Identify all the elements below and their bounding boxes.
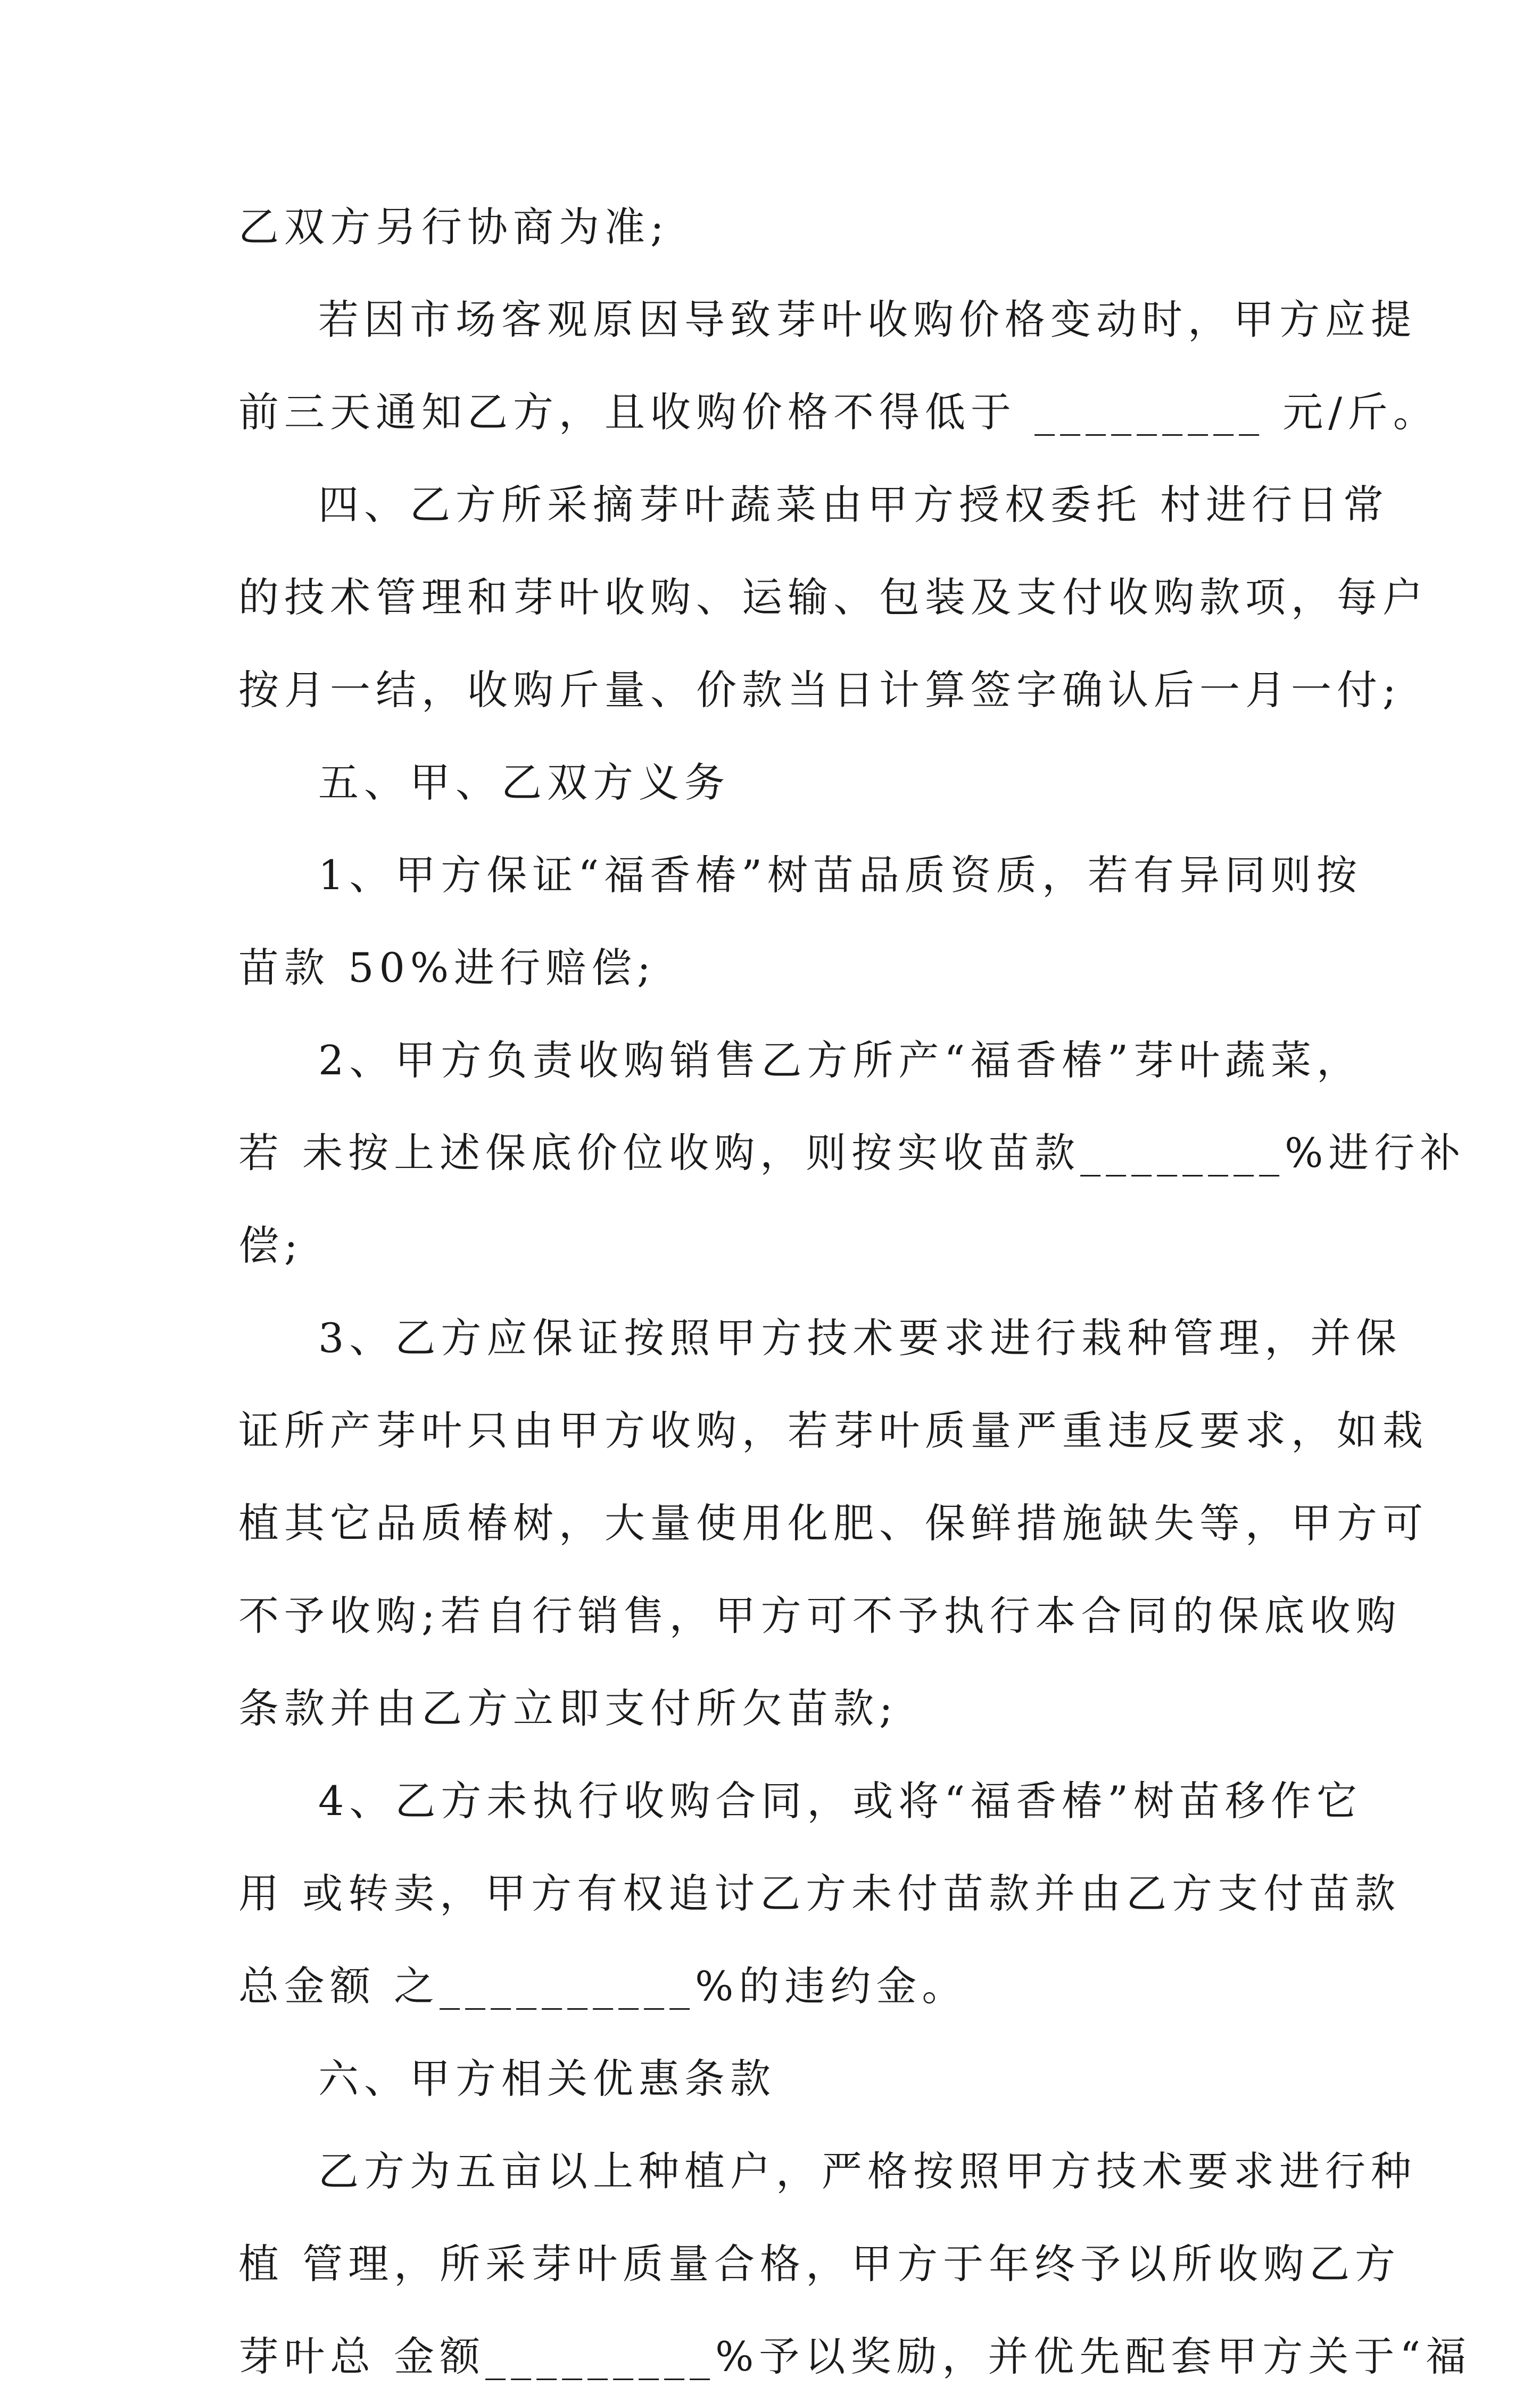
text-line: 不予收购;若自行销售，甲方可不予执行本合同的保底收购 [238,1592,1402,1639]
text-line: 四、乙方所采摘芽叶蔬菜由甲方授权委托 村进行日常 [318,481,1389,528]
text-line: 前三天通知乙方，且收购价格不得低于 _________ 元/斤。 [238,388,1439,436]
text-line: 芽叶总 金额_________%予以奖励，并优先配套甲方关于“福 [238,2333,1472,2380]
text-line: 偿; [238,1222,303,1269]
document-page [238,181,1472,2403]
text-line: 按月一结，收购斤量、价款当日计算签字确认后一月一付; [238,666,1402,714]
section-heading: 六、甲方相关优惠条款 [318,2055,776,2102]
text-line: 3、乙方应保证按照甲方技术要求进行栽种管理，并保 [318,1314,1402,1362]
text-line: 的技术管理和芽叶收购、运输、包装及支付收购款项，每户 [238,574,1428,621]
section-heading: 五、甲、乙双方义务 [318,759,730,806]
text-line: 若因市场客观原因导致芽叶收购价格变动时，甲方应提 [318,296,1417,343]
text-line: 若 未按上述保底价位收购，则按实收苗款________%进行补 [238,1129,1466,1176]
text-line: 4、乙方未执行收购合同，或将“福香椿”树苗移作它 [318,1777,1363,1825]
text-line: 条款并由乙方立即支付所欠苗款; [238,1685,898,1732]
text-line: 植其它品质椿树，大量使用化肥、保鲜措施缺失等，甲方可 [238,1499,1428,1547]
text-line: 总金额 之__________%的违约金。 [238,1962,968,2010]
text-line: 1、甲方保证“福香椿”树苗品质资质，若有异同则按 [318,851,1363,899]
text-line: 证所产芽叶只由甲方收购，若芽叶质量严重违反要求，如栽 [238,1407,1428,1454]
text-line: 苗款 50%进行赔偿; [238,944,656,991]
text-line: 2、甲方负责收购销售乙方所产“福香椿”芽叶蔬菜， [318,1037,1363,1084]
text-line: 用 或转卖，甲方有权追讨乙方未付苗款并由乙方支付苗款 [238,1870,1401,1917]
text-line: 乙方为五亩以上种植户，严格按照甲方技术要求进行种 [318,2148,1417,2195]
text-line: 乙双方另行协商为准; [238,203,669,251]
text-line: 植 管理，所采芽叶质量合格，甲方于年终予以所收购乙方 [238,2240,1401,2288]
